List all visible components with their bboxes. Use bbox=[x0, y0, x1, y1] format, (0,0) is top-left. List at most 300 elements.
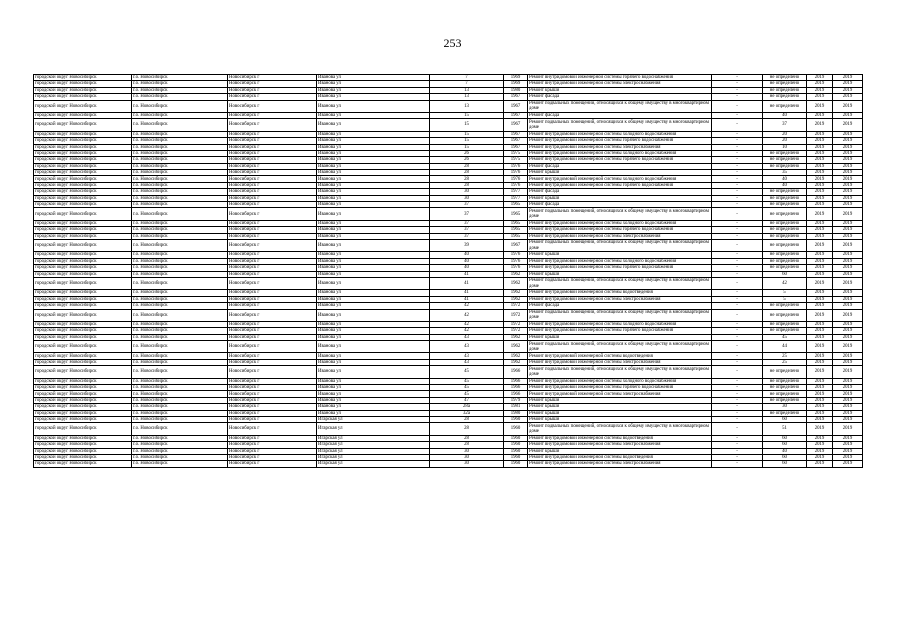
work-type-cell: Ремонт крыши bbox=[528, 252, 712, 258]
start-year-cell: 2019 bbox=[807, 410, 833, 416]
house-number-cell: 13 bbox=[430, 100, 504, 112]
municipality-cell: г.о. Новосибирск bbox=[132, 252, 228, 258]
build-year-cell: 1962 bbox=[504, 296, 528, 302]
end-year-cell: 2019 bbox=[833, 328, 863, 334]
start-year-cell: 2019 bbox=[807, 220, 833, 226]
street-cell: Иванова ул bbox=[317, 81, 430, 87]
street-cell: Иванова ул bbox=[317, 202, 430, 208]
municipality-cell: г.о. Новосибирск bbox=[132, 144, 228, 150]
value-cell: - bbox=[712, 112, 763, 118]
house-number-cell: 13 bbox=[430, 87, 504, 93]
district-cell: городской округ Новосибирск bbox=[34, 328, 132, 334]
value-cell: - bbox=[712, 454, 763, 460]
end-year-cell: 2019 bbox=[833, 144, 863, 150]
wear-percent-cell: 40 bbox=[763, 176, 807, 182]
start-year-cell: 2019 bbox=[807, 442, 833, 448]
municipality-cell: г.о. Новосибирск bbox=[132, 366, 228, 378]
locality-cell: Новосибирск г bbox=[228, 138, 317, 144]
municipality-cell: г.о. Новосибирск bbox=[132, 385, 228, 391]
value-cell: - bbox=[712, 265, 763, 271]
work-type-cell: Ремонт внутридомовой инженерной системы горячего водоснабжения bbox=[528, 227, 712, 233]
build-year-cell: 1965 bbox=[504, 208, 528, 220]
start-year-cell: 2019 bbox=[807, 296, 833, 302]
work-type-cell: Ремонт внутридомовой инженерной системы электроснабжения bbox=[528, 359, 712, 365]
street-cell: Иванова ул bbox=[317, 220, 430, 226]
house-number-cell: 15 bbox=[430, 138, 504, 144]
start-year-cell: 2019 bbox=[807, 303, 833, 309]
end-year-cell: 2019 bbox=[833, 404, 863, 410]
street-cell: Иванова ул bbox=[317, 150, 430, 156]
value-cell: - bbox=[712, 397, 763, 403]
house-number-cell: 43 bbox=[430, 334, 504, 340]
house-number-cell: 15 bbox=[430, 119, 504, 131]
start-year-cell: 2019 bbox=[807, 435, 833, 441]
house-number-cell: 42 bbox=[430, 321, 504, 327]
value-cell: - bbox=[712, 170, 763, 176]
municipality-cell: г.о. Новосибирск bbox=[132, 277, 228, 289]
municipality-cell: г.о. Новосибирск bbox=[132, 239, 228, 251]
wear-percent-cell: не определено bbox=[763, 252, 807, 258]
district-cell: городской округ Новосибирск bbox=[34, 157, 132, 163]
locality-cell: Новосибирск г bbox=[228, 378, 317, 384]
build-year-cell: 1977 bbox=[504, 195, 528, 201]
municipality-cell: г.о. Новосибирск bbox=[132, 416, 228, 422]
value-cell: - bbox=[712, 233, 763, 239]
house-number-cell: 41 bbox=[430, 290, 504, 296]
house-number-cell: 37 bbox=[430, 202, 504, 208]
end-year-cell: 2019 bbox=[833, 341, 863, 353]
street-cell: Иванова ул bbox=[317, 233, 430, 239]
start-year-cell: 2019 bbox=[807, 195, 833, 201]
street-cell: Иванова ул bbox=[317, 170, 430, 176]
wear-percent-cell: не определено bbox=[763, 157, 807, 163]
build-year-cell: 1976 bbox=[504, 182, 528, 188]
municipality-cell: г.о. Новосибирск bbox=[132, 100, 228, 112]
locality-cell: Новосибирск г bbox=[228, 416, 317, 422]
start-year-cell: 2019 bbox=[807, 265, 833, 271]
district-cell: городской округ Новосибирск bbox=[34, 176, 132, 182]
house-number-cell: 28 bbox=[430, 170, 504, 176]
build-year-cell: 1976 bbox=[504, 258, 528, 264]
district-cell: городской округ Новосибирск bbox=[34, 112, 132, 118]
start-year-cell: 2019 bbox=[807, 138, 833, 144]
end-year-cell: 2019 bbox=[833, 119, 863, 131]
wear-percent-cell: 60 bbox=[763, 271, 807, 277]
end-year-cell: 2019 bbox=[833, 131, 863, 137]
work-type-cell: Ремонт внутридомовой инженерной системы горячего водоснабжения bbox=[528, 157, 712, 163]
build-year-cell: 1967 bbox=[504, 94, 528, 100]
end-year-cell: 2019 bbox=[833, 385, 863, 391]
municipality-cell: г.о. Новосибирск bbox=[132, 448, 228, 454]
locality-cell: Новосибирск г bbox=[228, 303, 317, 309]
value-cell: - bbox=[712, 410, 763, 416]
locality-cell: Новосибирск г bbox=[228, 239, 317, 251]
build-year-cell: 1962 bbox=[504, 334, 528, 340]
end-year-cell: 2019 bbox=[833, 309, 863, 321]
work-type-cell: Ремонт внутридомовой инженерной системы электроснабжения bbox=[528, 442, 712, 448]
street-cell: Иванова ул bbox=[317, 271, 430, 277]
wear-percent-cell: 30 bbox=[763, 404, 807, 410]
start-year-cell: 2019 bbox=[807, 385, 833, 391]
street-cell: Иванова ул bbox=[317, 195, 430, 201]
street-cell: Иванова ул bbox=[317, 378, 430, 384]
locality-cell: Новосибирск г bbox=[228, 119, 317, 131]
work-type-cell: Ремонт крыши bbox=[528, 334, 712, 340]
locality-cell: Новосибирск г bbox=[228, 353, 317, 359]
street-cell: Иванова ул bbox=[317, 258, 430, 264]
value-cell: - bbox=[712, 202, 763, 208]
work-type-cell: Ремонт внутридомовой инженерной системы холодного водоснабжения bbox=[528, 176, 712, 182]
work-type-cell: Ремонт крыши bbox=[528, 397, 712, 403]
work-type-cell: Ремонт фасада bbox=[528, 94, 712, 100]
build-year-cell: 1965 bbox=[504, 233, 528, 239]
house-number-cell: 43 bbox=[430, 359, 504, 365]
work-type-cell: Ремонт подвальных помещений, относящихся к общему имуществу в многоквартирном доме bbox=[528, 341, 712, 353]
locality-cell: Новосибирск г bbox=[228, 163, 317, 169]
work-type-cell: Ремонт фасада bbox=[528, 163, 712, 169]
build-year-cell: 1977 bbox=[504, 189, 528, 195]
end-year-cell: 2019 bbox=[833, 150, 863, 156]
start-year-cell: 2019 bbox=[807, 87, 833, 93]
wear-percent-cell: не определено bbox=[763, 233, 807, 239]
build-year-cell: 1966 bbox=[504, 391, 528, 397]
build-year-cell: 1976 bbox=[504, 163, 528, 169]
work-type-cell: Ремонт внутридомовой инженерной системы горячего водоснабжения bbox=[528, 385, 712, 391]
start-year-cell: 2019 bbox=[807, 208, 833, 220]
end-year-cell: 2019 bbox=[833, 410, 863, 416]
municipality-cell: г.о. Новосибирск bbox=[132, 303, 228, 309]
start-year-cell: 2019 bbox=[807, 461, 833, 467]
value-cell: - bbox=[712, 328, 763, 334]
house-number-cell: 28а bbox=[430, 404, 504, 410]
value-cell: - bbox=[712, 448, 763, 454]
street-cell: Иванова ул bbox=[317, 87, 430, 93]
start-year-cell: 2019 bbox=[807, 227, 833, 233]
district-cell: городской округ Новосибирск bbox=[34, 385, 132, 391]
start-year-cell: 2019 bbox=[807, 150, 833, 156]
end-year-cell: 2019 bbox=[833, 138, 863, 144]
value-cell: - bbox=[712, 296, 763, 302]
work-type-cell: Ремонт фасада bbox=[528, 303, 712, 309]
start-year-cell: 2019 bbox=[807, 448, 833, 454]
end-year-cell: 2019 bbox=[833, 227, 863, 233]
build-year-cell: 1960 bbox=[504, 461, 528, 467]
work-type-cell: Ремонт внутридомовой инженерной системы водоотведения bbox=[528, 454, 712, 460]
locality-cell: Новосибирск г bbox=[228, 252, 317, 258]
district-cell: городской округ Новосибирск bbox=[34, 195, 132, 201]
build-year-cell: 1972 bbox=[504, 328, 528, 334]
street-cell: Иванова ул bbox=[317, 303, 430, 309]
street-cell: Игарская ул bbox=[317, 454, 430, 460]
municipality-cell: г.о. Новосибирск bbox=[132, 131, 228, 137]
build-year-cell: 1967 bbox=[504, 138, 528, 144]
end-year-cell: 2019 bbox=[833, 94, 863, 100]
end-year-cell: 2019 bbox=[833, 321, 863, 327]
municipality-cell: г.о. Новосибирск bbox=[132, 170, 228, 176]
locality-cell: Новосибирск г bbox=[228, 75, 317, 81]
build-year-cell: 1967 bbox=[504, 144, 528, 150]
start-year-cell: 2019 bbox=[807, 170, 833, 176]
repair-schedule-table bbox=[33, 74, 863, 468]
house-number-cell: 40 bbox=[430, 258, 504, 264]
start-year-cell: 2019 bbox=[807, 378, 833, 384]
value-cell: - bbox=[712, 220, 763, 226]
work-type-cell: Ремонт внутридомовой инженерной системы водоотведения bbox=[528, 353, 712, 359]
locality-cell: Новосибирск г bbox=[228, 220, 317, 226]
street-cell: Иванова ул bbox=[317, 359, 430, 365]
build-year-cell: 1960 bbox=[504, 442, 528, 448]
work-type-cell: Ремонт подвальных помещений, относящихся к общему имуществу в многоквартирном доме bbox=[528, 309, 712, 321]
build-year-cell: 1962 bbox=[504, 341, 528, 353]
build-year-cell: 1962 bbox=[504, 277, 528, 289]
end-year-cell: 2019 bbox=[833, 252, 863, 258]
value-cell: - bbox=[712, 189, 763, 195]
work-type-cell: Ремонт внутридомовой инженерной системы горячего водоснабжения bbox=[528, 75, 712, 81]
wear-percent-cell: не определено bbox=[763, 208, 807, 220]
district-cell: городской округ Новосибирск bbox=[34, 341, 132, 353]
build-year-cell: 1960 bbox=[504, 435, 528, 441]
locality-cell: Новосибирск г bbox=[228, 385, 317, 391]
street-cell: Игарская ул bbox=[317, 416, 430, 422]
end-year-cell: 2019 bbox=[833, 448, 863, 454]
house-number-cell: 32а bbox=[430, 410, 504, 416]
district-cell: городской округ Новосибирск bbox=[34, 277, 132, 289]
locality-cell: Новосибирск г bbox=[228, 265, 317, 271]
house-number-cell: 41 bbox=[430, 296, 504, 302]
wear-percent-cell: не определено bbox=[763, 378, 807, 384]
build-year-cell: 1962 bbox=[504, 290, 528, 296]
start-year-cell: 2019 bbox=[807, 397, 833, 403]
build-year-cell: 1969 bbox=[504, 81, 528, 87]
value-cell: - bbox=[712, 144, 763, 150]
build-year-cell: 1960 bbox=[504, 454, 528, 460]
build-year-cell: 1976 bbox=[504, 176, 528, 182]
street-cell: Иванова ул bbox=[317, 208, 430, 220]
build-year-cell: 1976 bbox=[504, 252, 528, 258]
value-cell: - bbox=[712, 416, 763, 422]
start-year-cell: 2019 bbox=[807, 252, 833, 258]
end-year-cell: 2019 bbox=[833, 182, 863, 188]
locality-cell: Новосибирск г bbox=[228, 397, 317, 403]
wear-percent-cell: 40 bbox=[763, 112, 807, 118]
locality-cell: Новосибирск г bbox=[228, 81, 317, 87]
work-type-cell: Ремонт внутридомовой инженерной системы электроснабжения bbox=[528, 144, 712, 150]
municipality-cell: г.о. Новосибирск bbox=[132, 176, 228, 182]
street-cell: Иванова ул bbox=[317, 176, 430, 182]
value-cell: - bbox=[712, 87, 763, 93]
work-type-cell: Ремонт внутридомовой инженерной системы холодного водоснабжения bbox=[528, 220, 712, 226]
house-number-cell: 47 bbox=[430, 397, 504, 403]
district-cell: городской округ Новосибирск bbox=[34, 150, 132, 156]
value-cell: - bbox=[712, 119, 763, 131]
locality-cell: Новосибирск г bbox=[228, 461, 317, 467]
locality-cell: Новосибирск г bbox=[228, 94, 317, 100]
wear-percent-cell: не определено bbox=[763, 100, 807, 112]
street-cell: Иванова ул bbox=[317, 239, 430, 251]
house-number-cell: 30 bbox=[430, 189, 504, 195]
build-year-cell: 1980 bbox=[504, 87, 528, 93]
municipality-cell: г.о. Новосибирск bbox=[132, 309, 228, 321]
value-cell: - bbox=[712, 321, 763, 327]
work-type-cell: Ремонт внутридомовой инженерной системы электроснабжения bbox=[528, 391, 712, 397]
page-number: 253 bbox=[443, 36, 462, 50]
municipality-cell: г.о. Новосибирск bbox=[132, 157, 228, 163]
work-type-cell: Ремонт внутридомовой инженерной системы холодного водоснабжения bbox=[528, 258, 712, 264]
value-cell: - bbox=[712, 359, 763, 365]
house-number-cell: 42 bbox=[430, 328, 504, 334]
street-cell: Игарская ул bbox=[317, 442, 430, 448]
build-year-cell: 1979 bbox=[504, 397, 528, 403]
street-cell: Иванова ул bbox=[317, 119, 430, 131]
end-year-cell: 2019 bbox=[833, 87, 863, 93]
locality-cell: Новосибирск г bbox=[228, 391, 317, 397]
value-cell: - bbox=[712, 227, 763, 233]
locality-cell: Новосибирск г bbox=[228, 157, 317, 163]
start-year-cell: 2019 bbox=[807, 341, 833, 353]
district-cell: городской округ Новосибирск bbox=[34, 189, 132, 195]
wear-percent-cell: не определено bbox=[763, 227, 807, 233]
municipality-cell: г.о. Новосибирск bbox=[132, 208, 228, 220]
house-number-cell: 7 bbox=[430, 81, 504, 87]
wear-percent-cell: 25 bbox=[763, 359, 807, 365]
work-type-cell: Ремонт внутридомовой инженерной системы горячего водоснабжения bbox=[528, 265, 712, 271]
district-cell: городской округ Новосибирск bbox=[34, 423, 132, 435]
work-type-cell: Ремонт подвальных помещений, относящихся к общему имуществу в многоквартирном доме bbox=[528, 119, 712, 131]
work-type-cell: Ремонт внутридомовой инженерной системы электроснабжения bbox=[528, 296, 712, 302]
locality-cell: Новосибирск г bbox=[228, 258, 317, 264]
municipality-cell: г.о. Новосибирск bbox=[132, 94, 228, 100]
value-cell: - bbox=[712, 94, 763, 100]
start-year-cell: 2019 bbox=[807, 423, 833, 435]
district-cell: городской округ Новосибирск bbox=[34, 410, 132, 416]
wear-percent-cell: не определено bbox=[763, 195, 807, 201]
start-year-cell: 2019 bbox=[807, 100, 833, 112]
table-row bbox=[34, 239, 863, 251]
district-cell: городской округ Новосибирск bbox=[34, 163, 132, 169]
street-cell: Иванова ул bbox=[317, 353, 430, 359]
start-year-cell: 2019 bbox=[807, 321, 833, 327]
wear-percent-cell: 60 bbox=[763, 435, 807, 441]
wear-percent-cell: 40 bbox=[763, 448, 807, 454]
house-number-cell: 40 bbox=[430, 265, 504, 271]
street-cell: Иванова ул bbox=[317, 157, 430, 163]
end-year-cell: 2019 bbox=[833, 353, 863, 359]
build-year-cell: 1966 bbox=[504, 366, 528, 378]
work-type-cell: Ремонт внутридомовой инженерной системы электроснабжения bbox=[528, 461, 712, 467]
wear-percent-cell: 20 bbox=[763, 131, 807, 137]
work-type-cell: Ремонт внутридомовой инженерной системы горячего водоснабжения bbox=[528, 328, 712, 334]
locality-cell: Новосибирск г bbox=[228, 227, 317, 233]
municipality-cell: г.о. Новосибирск bbox=[132, 265, 228, 271]
start-year-cell: 2019 bbox=[807, 119, 833, 131]
district-cell: городской округ Новосибирск bbox=[34, 448, 132, 454]
build-year-cell: 1975 bbox=[504, 157, 528, 163]
value-cell: - bbox=[712, 334, 763, 340]
start-year-cell: 2019 bbox=[807, 189, 833, 195]
municipality-cell: г.о. Новосибирск bbox=[132, 189, 228, 195]
municipality-cell: г.о. Новосибирск bbox=[132, 353, 228, 359]
start-year-cell: 2019 bbox=[807, 75, 833, 81]
start-year-cell: 2019 bbox=[807, 176, 833, 182]
wear-percent-cell: не определено bbox=[763, 87, 807, 93]
district-cell: городской округ Новосибирск bbox=[34, 397, 132, 403]
municipality-cell: г.о. Новосибирск bbox=[132, 397, 228, 403]
start-year-cell: 2019 bbox=[807, 353, 833, 359]
start-year-cell: 2019 bbox=[807, 81, 833, 87]
district-cell: городской округ Новосибирск bbox=[34, 461, 132, 467]
district-cell: городской округ Новосибирск bbox=[34, 208, 132, 220]
start-year-cell: 2019 bbox=[807, 391, 833, 397]
locality-cell: Новосибирск г bbox=[228, 296, 317, 302]
wear-percent-cell: не определено bbox=[763, 220, 807, 226]
build-year-cell: 1960 bbox=[504, 448, 528, 454]
locality-cell: Новосибирск г bbox=[228, 366, 317, 378]
wear-percent-cell: 37 bbox=[763, 119, 807, 131]
build-year-cell: 1967 bbox=[504, 112, 528, 118]
district-cell: городской округ Новосибирск bbox=[34, 258, 132, 264]
value-cell: - bbox=[712, 341, 763, 353]
wear-percent-cell: 60 bbox=[763, 416, 807, 422]
wear-percent-cell: 51 bbox=[763, 423, 807, 435]
wear-percent-cell: 25 bbox=[763, 353, 807, 359]
municipality-cell: г.о. Новосибирск bbox=[132, 258, 228, 264]
municipality-cell: г.о. Новосибирск bbox=[132, 81, 228, 87]
value-cell: - bbox=[712, 378, 763, 384]
build-year-cell: 1960 bbox=[504, 423, 528, 435]
municipality-cell: г.о. Новосибирск bbox=[132, 404, 228, 410]
build-year-cell: 1967 bbox=[504, 119, 528, 131]
house-number-cell: 41 bbox=[430, 277, 504, 289]
end-year-cell: 2019 bbox=[833, 265, 863, 271]
work-type-cell: Ремонт подвальных помещений, относящихся к общему имуществу в многоквартирном доме bbox=[528, 366, 712, 378]
end-year-cell: 2019 bbox=[833, 75, 863, 81]
value-cell: - bbox=[712, 157, 763, 163]
locality-cell: Новосибирск г bbox=[228, 341, 317, 353]
house-number-cell: 45 bbox=[430, 385, 504, 391]
wear-percent-cell: 35 bbox=[763, 170, 807, 176]
work-type-cell: Ремонт крыши bbox=[528, 448, 712, 454]
street-cell: Иванова ул bbox=[317, 410, 430, 416]
table-body bbox=[34, 75, 863, 468]
locality-cell: Новосибирск г bbox=[228, 334, 317, 340]
start-year-cell: 2019 bbox=[807, 277, 833, 289]
build-year-cell: 1962 bbox=[504, 359, 528, 365]
locality-cell: Новосибирск г bbox=[228, 233, 317, 239]
end-year-cell: 2019 bbox=[833, 454, 863, 460]
district-cell: городской округ Новосибирск bbox=[34, 353, 132, 359]
value-cell: - bbox=[712, 81, 763, 87]
end-year-cell: 2019 bbox=[833, 423, 863, 435]
wear-percent-cell: не определено bbox=[763, 366, 807, 378]
work-type-cell: Ремонт внутридомовой инженерной системы электроснабжения bbox=[528, 81, 712, 87]
house-number-cell: 42 bbox=[430, 303, 504, 309]
value-cell: - bbox=[712, 100, 763, 112]
value-cell: - bbox=[712, 366, 763, 378]
locality-cell: Новосибирск г bbox=[228, 144, 317, 150]
house-number-cell: 28 bbox=[430, 416, 504, 422]
street-cell: Иванова ул bbox=[317, 397, 430, 403]
work-type-cell: Ремонт внутридомовой инженерной системы водоотведения bbox=[528, 290, 712, 296]
house-number-cell: 15 bbox=[430, 131, 504, 137]
work-type-cell: Ремонт подвальных помещений, относящихся к общему имуществу в многоквартирном доме bbox=[528, 423, 712, 435]
house-number-cell: 28 bbox=[430, 163, 504, 169]
house-number-cell: 28 bbox=[430, 435, 504, 441]
wear-percent-cell: 44 bbox=[763, 341, 807, 353]
value-cell: - bbox=[712, 252, 763, 258]
municipality-cell: г.о. Новосибирск bbox=[132, 227, 228, 233]
locality-cell: Новосибирск г bbox=[228, 321, 317, 327]
end-year-cell: 2019 bbox=[833, 366, 863, 378]
